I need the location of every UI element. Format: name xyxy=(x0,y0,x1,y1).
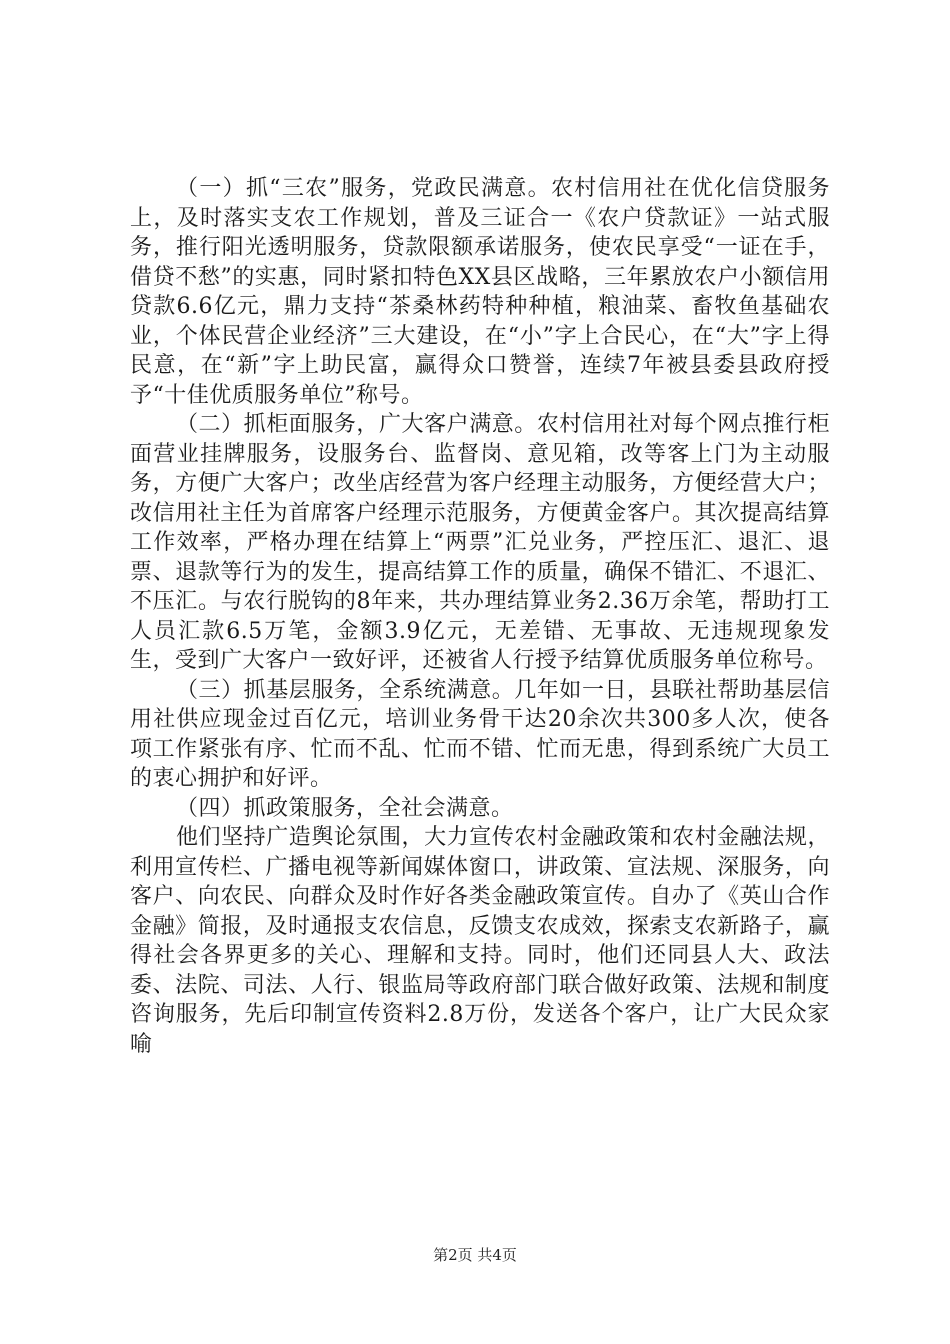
paragraph-grassroots-service: （三）抓基层服务，全系统满意。几年如一日，县联社帮助基层信用社供应现金过百亿元，培训业务骨干达20余次共300多人次，使各项工作紧张有序、忙而不乱、忙而不错、忙而无患，得到系统广大员工的衷心拥护和好评。 xyxy=(130,677,830,791)
paragraph-counter-service: （二）抓柜面服务，广大客户满意。农村信用社对每个网点推行柜面营业挂牌服务，设服务台、监督岗、意见箱，改等客上门为主动服务，方便广大客户；改坐店经营为客户经理主动服务，方便经营大户；改信用社主任为首席客户经理示范服务，方便黄金客户。其次提高结算工作效率，严格办理在结算上“两票”汇兑业务，严控压汇、退汇、退票、退款等行为的发生，提高结算工作的质量，确保不错汇、不退汇、不压汇。与农行脱钩的8年来，共办理结算业务2.36万余笔，帮助打工人员汇款6.5万笔，金额3.9亿元，无差错、无事故、无违规现象发生，受到广大客户一致好评，还被省人行授予结算优质服务单位称号。 xyxy=(130,412,830,673)
paragraph-policy-service-heading: （四）抓政策服务，全社会满意。 xyxy=(176,795,514,821)
paragraph-policy-service-body: 他们坚持广造舆论氛围，大力宣传农村金融政策和农村金融法规，利用宣传栏、广播电视等新闻媒体窗口，讲政策、宣法规、深服务，向客户、向农民、向群众及时作好各类金融政策宣传。自办了《英山合作金融》简报，及时通报支农信息，反馈支农成效，探索支农新路子，赢得社会各界更多的关心、理解和支持。同时，他们还同县人大、政法委、法院、司法、人行、银监局等政府部门联合做好政策、法规和制度咨询服务，先后印制宣传资料2.8万份，发送各个客户，让广大民众家喻 xyxy=(130,825,830,1057)
page-footer: 第2页 共4页 xyxy=(433,1246,517,1264)
document-body xyxy=(130,174,830,1059)
paragraph-rural-service: （一）抓“三农”服务，党政民满意。农村信用社在优化信贷服务上，及时落实支农工作规划，普及三证合一《农户贷款证》一站式服务，推行阳光透明服务，贷款限额承诺服务，使农民享受“一证在手，借贷不愁”的实惠，同时紧扣特色XX县区战略，三年累放农户小额信用贷款6.6亿元，鼎力支持“茶桑林药特种种植，粮油菜、畜牧鱼基础农业，个体民营企业经济”三大建设，在“小”字上合民心，在“大”字上得民意，在“新”字上助民富，赢得众口赞誉，连续7年被县委县政府授予“十佳优质服务单位”称号。 xyxy=(130,176,830,408)
